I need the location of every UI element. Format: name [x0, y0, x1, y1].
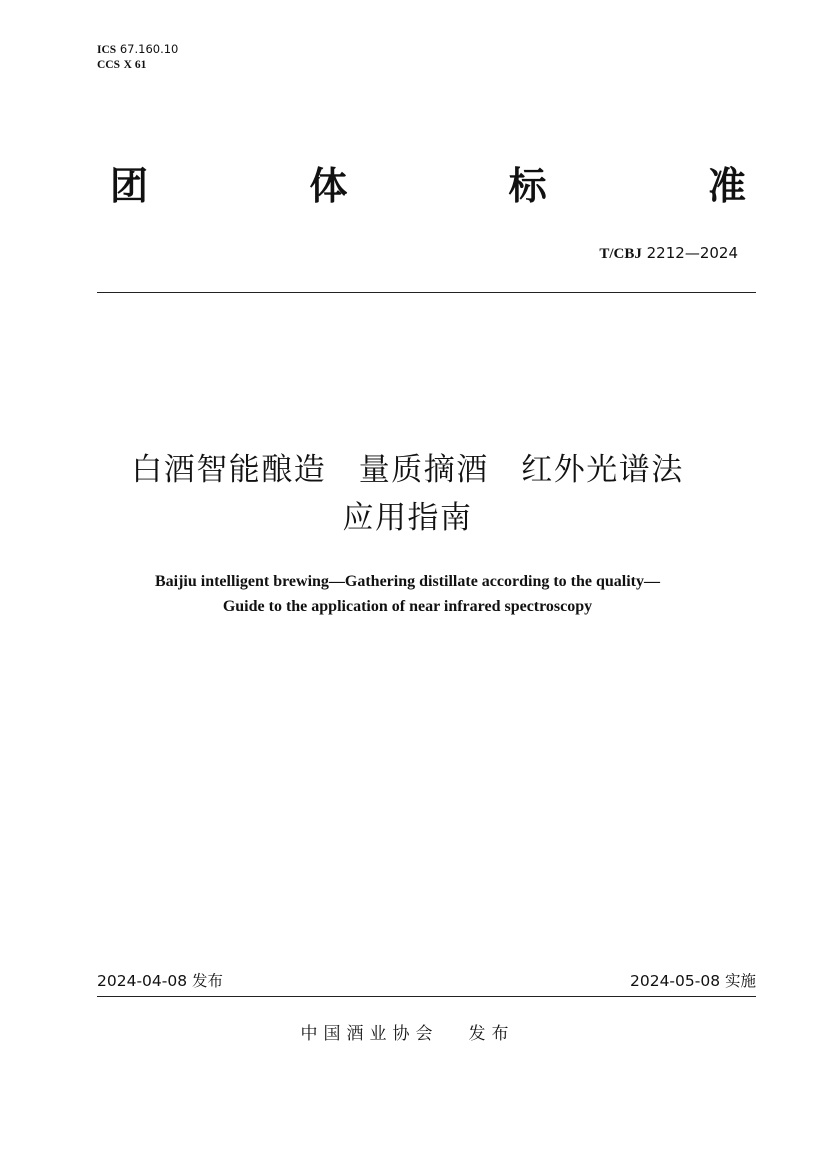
standard-char-1: 团 — [110, 164, 149, 208]
publisher-org: 中国酒业协会 — [300, 1024, 439, 1044]
implement-date: 2024-05-08 实施 — [629, 972, 756, 990]
ccs-code-line — [97, 57, 178, 72]
standard-char-3: 标 — [508, 164, 547, 208]
ccs-value: X 61 — [123, 59, 147, 71]
standard-number-prefix: T/CBJ — [599, 246, 642, 262]
publish-date: 2024-04-08 发布 — [97, 972, 224, 990]
chinese-title-line-2: 应用指南 — [342, 500, 473, 536]
header-divider — [97, 292, 756, 293]
chinese-title-line-1: 白酒智能酿造 量质摘酒 红外光谱法 — [131, 452, 684, 488]
ics-label: ICS — [97, 44, 117, 56]
classification-codes — [97, 42, 178, 72]
chinese-title — [60, 446, 755, 542]
ics-value: 67.160.10 — [119, 42, 179, 56]
english-title-line-2: Guide to the application of near infrared spectroscopy — [222, 598, 593, 615]
english-title — [60, 569, 755, 619]
standard-number-code: 2212—2024 — [646, 244, 738, 262]
standard-type-heading — [110, 163, 746, 209]
footer-divider — [97, 996, 756, 997]
publisher-action: 发布 — [468, 1024, 515, 1044]
publisher-line — [0, 1022, 815, 1046]
ics-code-line — [97, 42, 178, 57]
standard-number — [599, 243, 738, 264]
standard-char-2: 体 — [309, 164, 348, 208]
standard-char-4: 准 — [707, 164, 746, 208]
ccs-label: CCS — [97, 59, 121, 71]
english-title-line-1: Baijiu intelligent brewing—Gathering distillate according to the quality— — [154, 573, 661, 590]
